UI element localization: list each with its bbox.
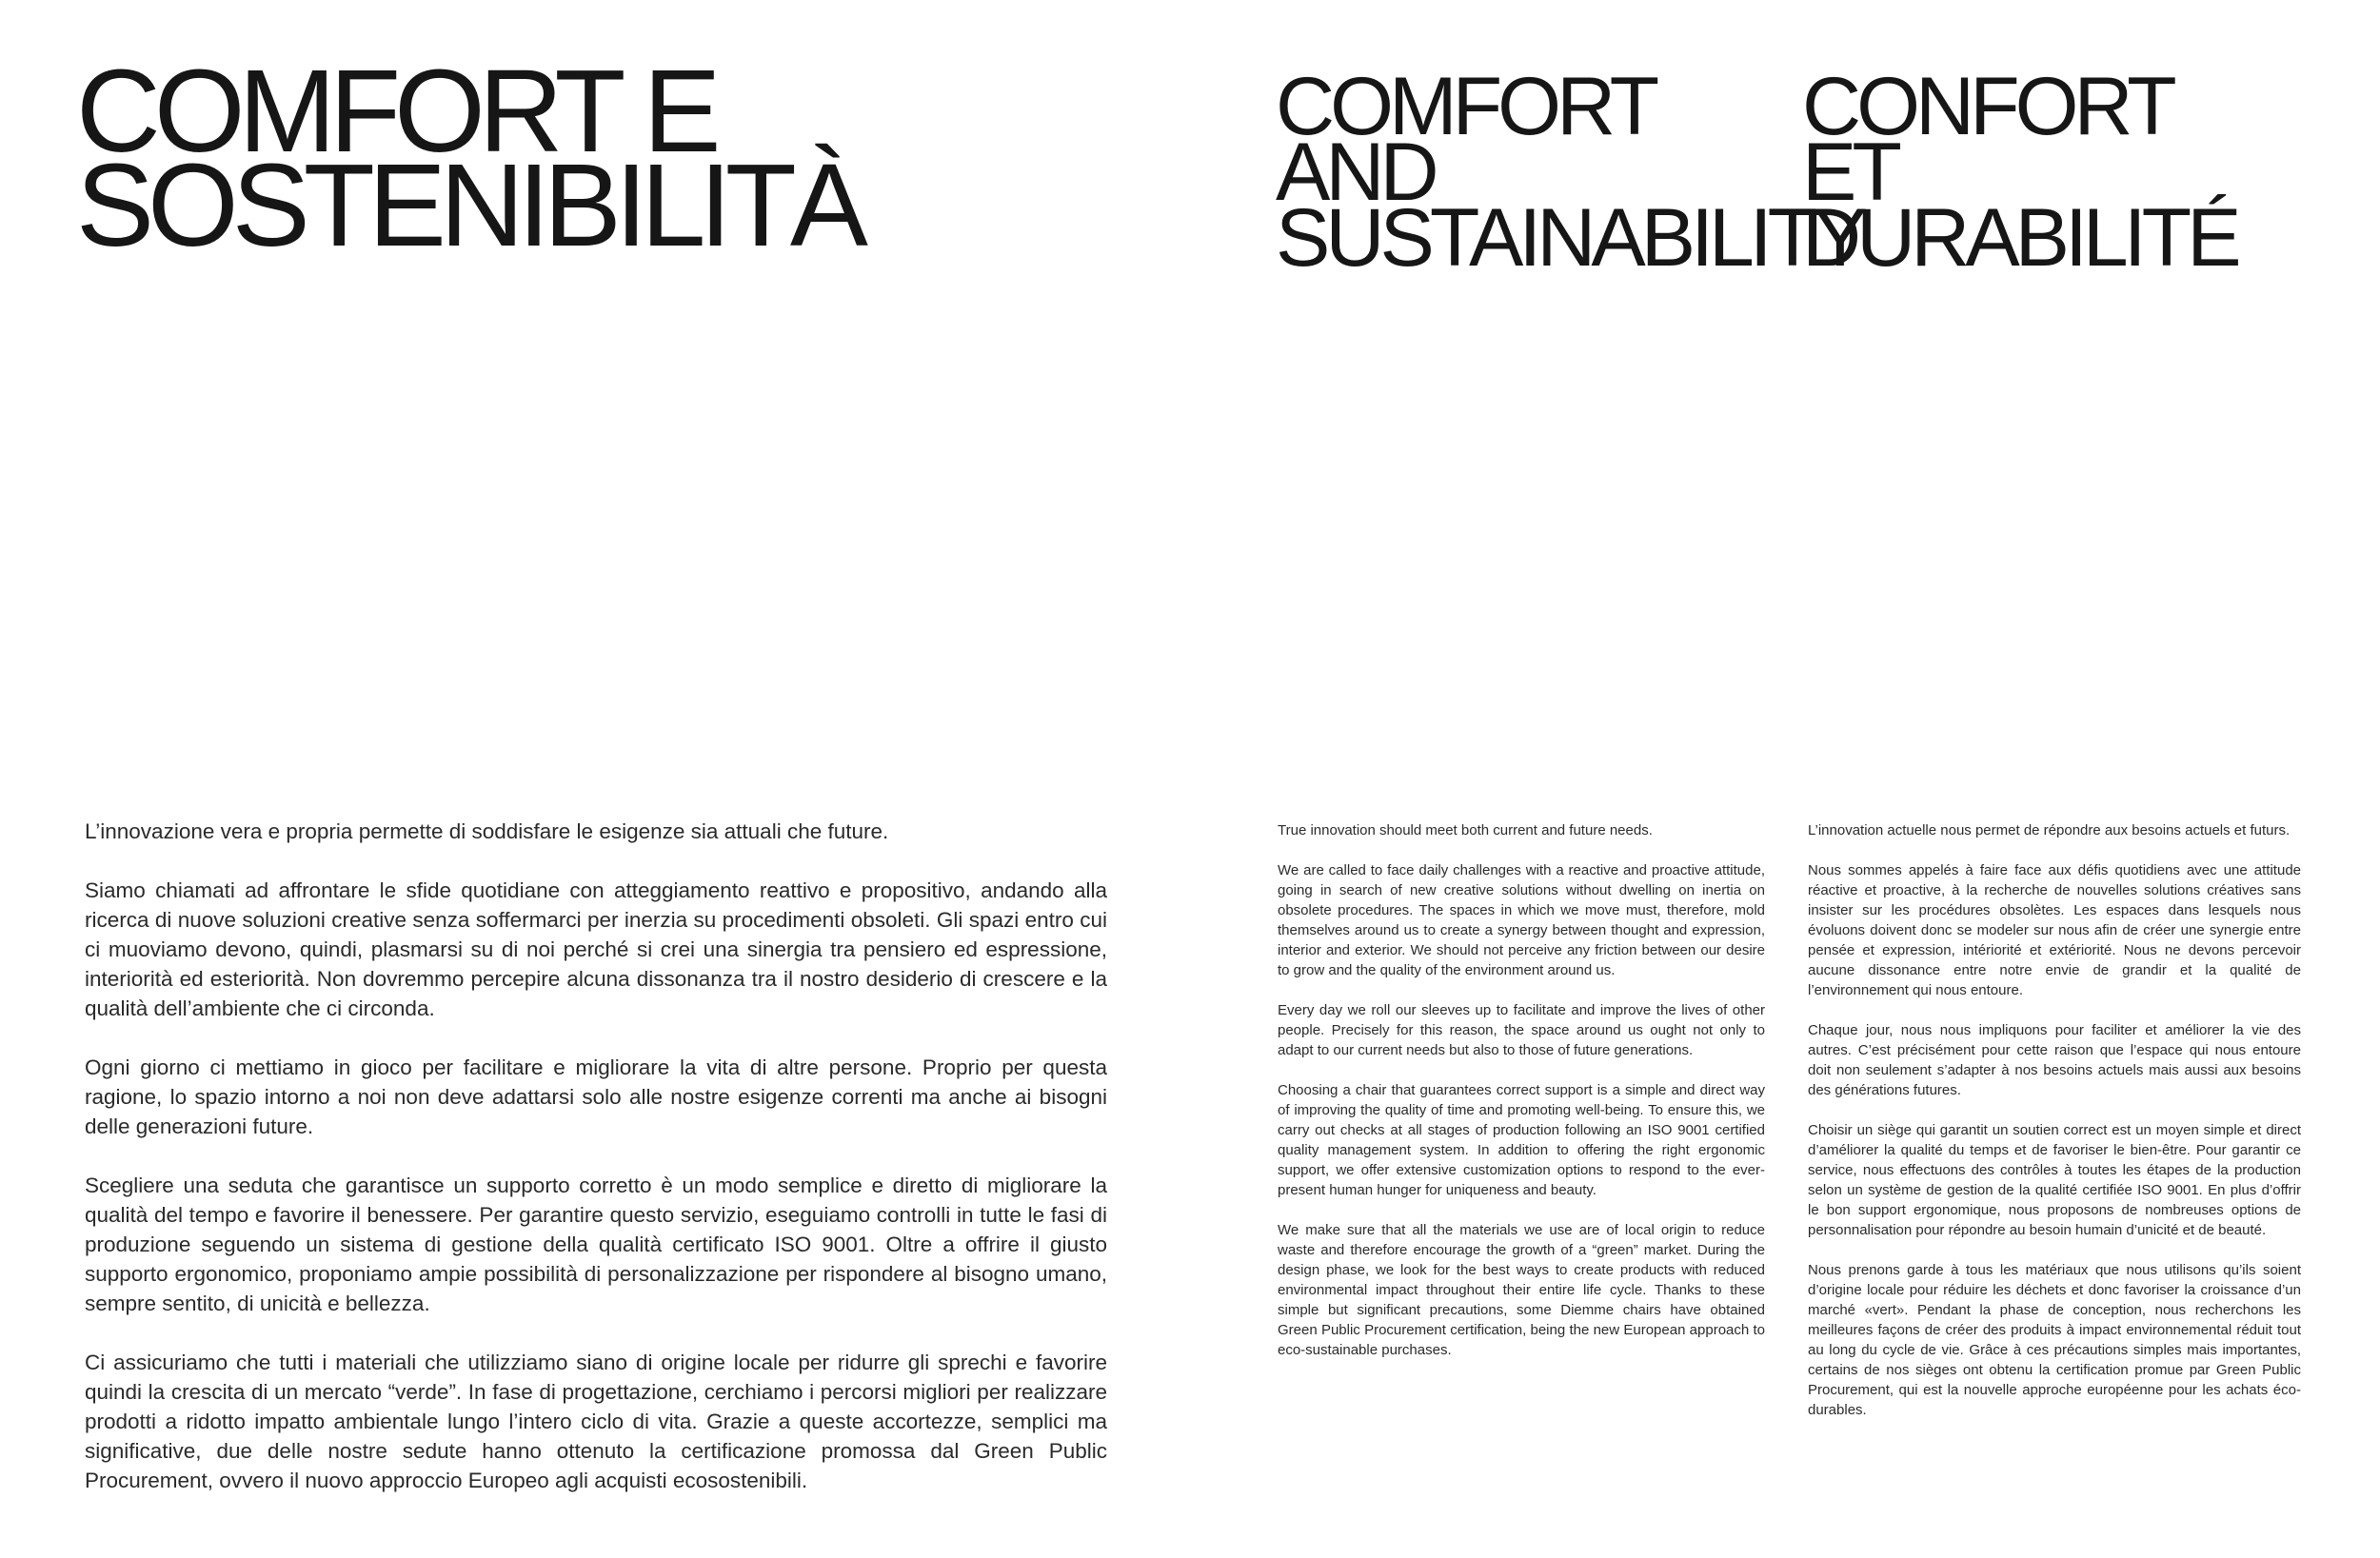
paragraph: True innovation should meet both current and future needs. [1278, 822, 1653, 838]
title-line: SUSTAINABILITY [1276, 192, 1863, 284]
paragraph: L’innovation actuelle nous permet de répondre aux besoins actuels et futurs. [1808, 822, 2291, 838]
paragraph: Choisir un siège qui garantit un soutien correct est un moyen simple et direct d’améliorer la qualité du temps et de favoriser le bien-être. Pour garantir ce service, nous effectuons des contrôles à toutes les étapes de la production selon un système de gestion de la qualité certifiée ISO 9001. En plus d’offrir le bon support ergonomique, nous proposons de nombreuses options de personnalisation pour répondre au besoin humain d’unicité et de beauté. [1808, 1122, 2301, 1238]
title-line: AND [1276, 127, 1435, 218]
paragraph: Nous prenons garde à tous les matériaux que nous utilisons qu’ils soient d’origine locale pour réduire les déchets et donc favoriser la croissance d’un marché «vert». Pendant la phase de conception, nous recherchons les meilleures façons de créer des produits à impact environnemental réduit tout au long du cycle de vie. Grâce à ces précautions simples mais importantes, certains de nos sièges ont obtenu la certification promue par Green Public Procurement, qui est la nouvelle approche européenne pour les achats éco-durables. [1808, 1262, 2301, 1418]
title-line: SOSTENIBILITÀ [76, 141, 862, 271]
title-line: CONFORT [1802, 61, 2172, 152]
title-italian [76, 47, 862, 271]
title-line: COMFORT [1276, 61, 1656, 152]
paragraph: Choosing a chair that guarantees correct support is a simple and direct way of improving the quality of time and promoting well-being. To ensure this, we carry out checks at all stages of production following an ISO 9001 certified quality management system. In addition to offering the right ergonomic support, we offer extensive customization options to respond to the ever-present human hunger for uniqueness and beauty. [1278, 1082, 1765, 1198]
paragraph: Scegliere una seduta che garantisce un supporto corretto è un modo semplice e diretto di migliorare la qualità del tempo e favorire il benessere. Per garantire questo servizio, eseguiamo controlli in tutte le fasi di produzione seguendo un sistema di gestione della qualità certificato ISO 9001. Oltre a offrire il giusto supporto ergonomico, proponiamo ampie possibilità di personalizzazione per rispondere al bisogno umano, sempre sentito, di unicità e bellezza. [85, 1173, 1107, 1315]
title-line: COMFORT E [76, 47, 715, 177]
paragraph: Ci assicuriamo che tutti i materiali che utilizziamo siano di origine locale per ridurre gli sprechi e favorire quindi la crescita di un mercato “verde”. In fase di progettazione, cerchiamo i percorsi migliori per realizzare prodotti a ridotto impatto ambientale lungo l’intero ciclo di vita. Grazie a queste accortezze, semplici ma significative, due delle nostre sedute hanno ottenuto la certificazione promossa dal Green Public Procurement, ovvero il nuovo approccio Europeo agli acquisti ecosostenibili. [85, 1351, 1107, 1492]
paragraph: Siamo chiamati ad affrontare le sfide quotidiane con atteggiamento reattivo e propositivo, andando alla ricerca di nuove soluzioni creative senza soffermarci per inerzia su procedimenti obsoleti. Gli spazi entro cui ci muoviamo devono, quindi, plasmarsi su di noi perché si crei una sinergia tra pensiero ed espressione, interiorità ed esteriorità. Non dovremmo percepire alcuna dissonanza tra il nostro desiderio di crescere e la qualità dell’ambiente che ci circonda. [85, 878, 1107, 1020]
title-line: ET [1802, 127, 1897, 218]
paragraph: Chaque jour, nous nous impliquons pour faciliter et améliorer la vie des autres. C’est précisément pour cette raison que l’espace qui nous entoure doit non seulement s’adapter à nos besoins actuels mais aussi aux besoins des générations futures. [1808, 1022, 2301, 1098]
title-english [1276, 61, 1863, 284]
body-column-english [1278, 820, 1765, 1380]
title-line: DURABILITÉ [1802, 192, 2237, 284]
paragraph: Every day we roll our sleeves up to facilitate and improve the lives of other people. Precisely for this reason, the space around us ought not only to adapt to our current needs but also to those of future generations. [1278, 1002, 1765, 1058]
paragraph: L’innovazione vera e propria permette di soddisfare le esigenze sia attuali che future. [85, 819, 889, 843]
paragraph: Nous sommes appelés à faire face aux défis quotidiens avec une attitude réactive et proactive, à la recherche de nouvelles solutions créatives sans insister sur les procédures obsolètes. Les espaces dans lesquels nous évoluons doivent donc se modeler sur nous afin de créer une synergie entre pensée et expression, intériorité et extériorité. Nous ne devons percevoir aucune dissonance entre notre envie de grandir et la qualité de l’environnement qui nous entoure. [1808, 862, 2301, 998]
body-column-italian [85, 817, 1107, 1525]
body-column-french [1808, 820, 2301, 1440]
paragraph: Ogni giorno ci mettiamo in gioco per facilitare e migliorare la vita di altre persone. Proprio per questa ragione, lo spazio intorno a noi non deve adattarsi solo alle nostre esigenze correnti ma anche ai bisogni delle generazioni future. [85, 1055, 1107, 1138]
paragraph: We are called to face daily challenges with a reactive and proactive attitude, going in search of new creative solutions without dwelling on inertia on obsolete procedures. The spaces in which we move must, therefore, mold themselves around us to create a synergy between thought and expression, interior and exterior. We should not perceive any friction between our desire to grow and the quality of the environment around us. [1278, 862, 1765, 978]
paragraph: We make sure that all the materials we use are of local origin to reduce waste and therefore encourage the growth of a “green” market. During the design phase, we look for the best ways to create products with reduced environmental impact throughout their entire life cycle. Thanks to these simple but significant precautions, some Diemme chairs have obtained Green Public Procurement certification, being the new European approach to eco-sustainable purchases. [1278, 1222, 1765, 1358]
title-french [1802, 61, 2237, 284]
